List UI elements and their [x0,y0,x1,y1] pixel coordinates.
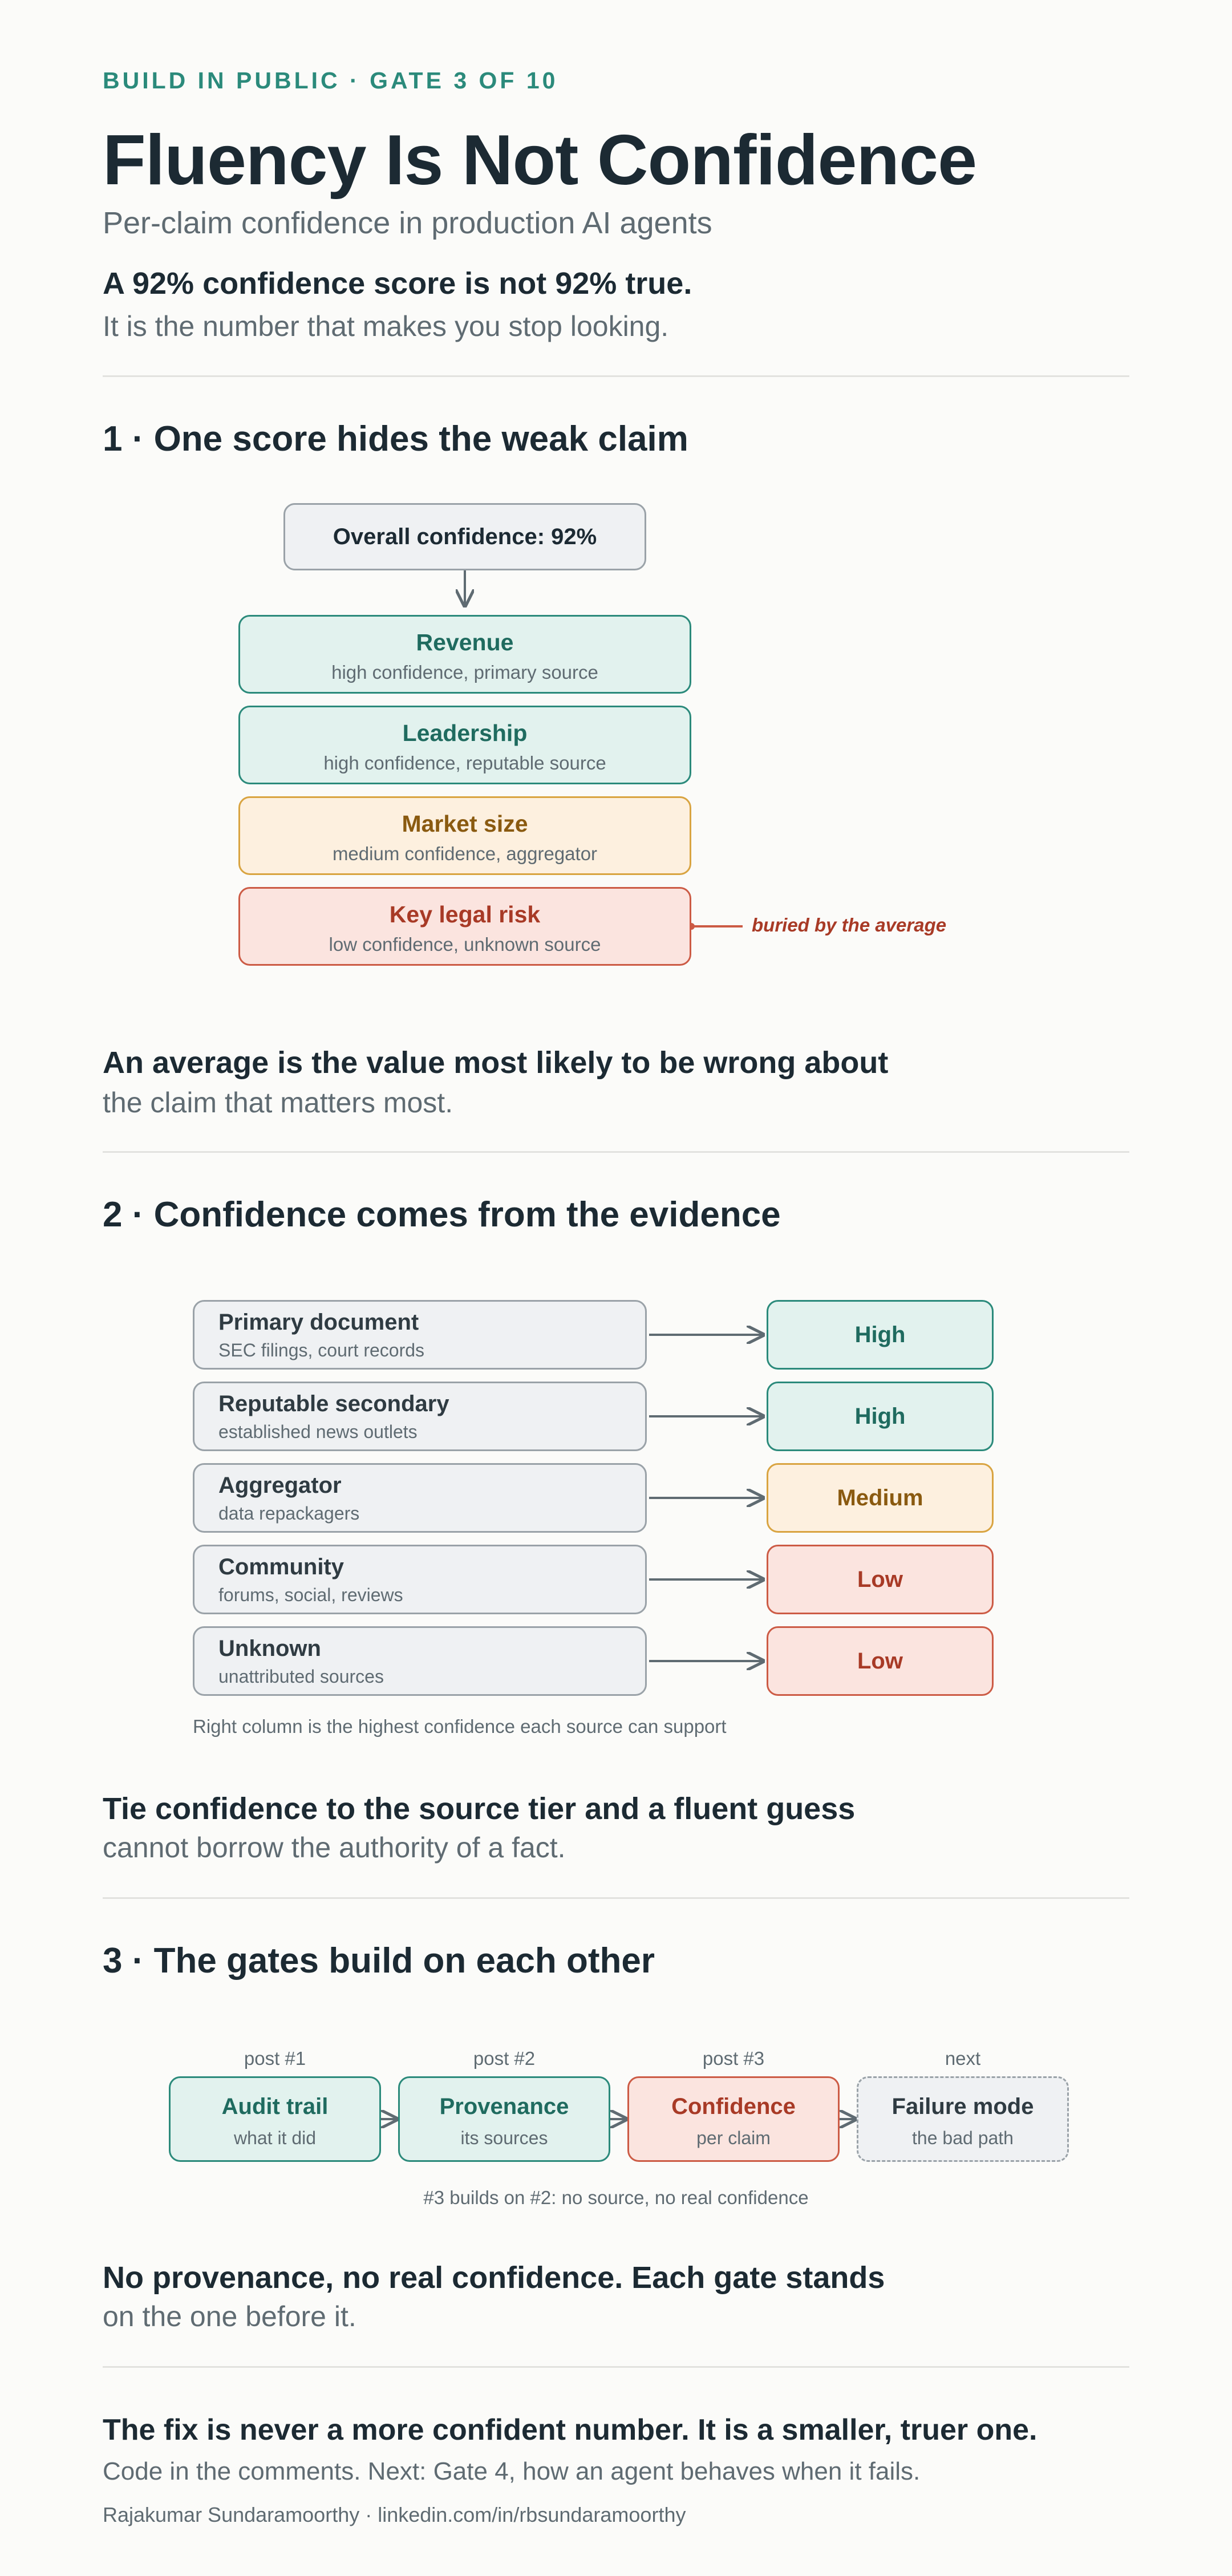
claim-title: Key legal risk [389,901,541,927]
footer-text: Code in the comments. Next: Gate 4, how an agent behaves when it fails. [103,2457,921,2485]
gate-box [398,2076,610,2162]
claim-box [238,706,691,784]
gate-label: post #2 [473,2048,536,2069]
gate-label: next [945,2048,981,2069]
section2-takeaway-bold: Tie confidence to the source tier and a fluent guess [103,1792,856,1826]
source-title: Unknown [218,1636,321,1661]
claim-box [238,796,691,875]
claim-sub: high confidence, primary source [331,662,598,683]
source-title: Reputable secondary [218,1391,449,1416]
gate-sub: per claim [696,2128,771,2148]
gate-sub: what it did [233,2128,317,2148]
lead-text: It is the number that makes you stop looking. [103,310,669,342]
eyebrow: BUILD IN PUBLIC · GATE 3 OF 10 [103,67,558,94]
source-box [193,1300,647,1370]
source-sub: data repackagers [218,1503,360,1524]
section1-takeaway-text: the claim that matters most. [103,1087,453,1119]
section3-heading: 3 · The gates build on each other [103,1941,655,1980]
source-title: Primary document [218,1310,419,1335]
confidence-level-box: Medium [767,1463,994,1533]
source-box [193,1382,647,1451]
gate-box-current [627,2076,840,2162]
claim-box [238,615,691,694]
source-title: Aggregator [218,1473,342,1498]
confidence-level-box: Low [767,1626,994,1696]
source-sub: forums, social, reviews [218,1585,403,1605]
section1-heading: 1 · One score hides the weak claim [103,419,688,459]
claim-title: Market size [402,811,528,837]
gate-label: post #3 [702,2048,765,2069]
section3-takeaway-bold: No provenance, no real confidence. Each gate stands [103,2261,885,2295]
gate-label: post #1 [244,2048,306,2069]
section3-takeaway-text: on the one before it. [103,2300,356,2332]
section3-note: #3 builds on #2: no source, no real confidence [423,2187,809,2208]
confidence-level-box: High [767,1382,994,1451]
gate-sub: the bad path [912,2128,1014,2148]
claim-title: Revenue [416,629,514,655]
section2-note: Right column is the highest confidence each source can support [193,1716,727,1737]
page-subtitle: Per-claim confidence in production AI agents [103,206,712,240]
lead-bold: A 92% confidence score is not 92% true. [103,266,692,301]
gate-title: Failure mode [891,2094,1034,2119]
footer-bold: The fix is never a more confident number. It is a smaller, truer one. [103,2413,1038,2447]
gate-box [169,2076,381,2162]
author-credit: Rajakumar Sundaramoorthy · linkedin.com/in/rbsundaramoorthy [103,2503,686,2526]
gate-box-next [857,2076,1069,2162]
gate-title: Provenance [439,2094,569,2119]
source-sub: established news outlets [218,1421,418,1442]
source-box [193,1463,647,1533]
gate-sub: its sources [460,2128,548,2148]
gate-title: Audit trail [221,2094,329,2119]
claim-title: Leadership [402,720,528,746]
page-title: Fluency Is Not Confidence [103,121,977,200]
source-box [193,1545,647,1614]
claim-sub: medium confidence, aggregator [332,843,598,864]
overall-confidence-box: Overall confidence: 92% [283,503,646,570]
source-sub: unattributed sources [218,1666,384,1687]
claim-sub: low confidence, unknown source [329,934,601,955]
source-title: Community [218,1554,344,1579]
section2-takeaway-text: cannot borrow the authority of a fact. [103,1832,566,1864]
annotation-text: buried by the average [752,914,947,935]
source-box [193,1626,647,1696]
claim-sub: high confidence, reputable source [323,752,606,773]
source-sub: SEC filings, court records [218,1340,425,1360]
divider [103,1897,1129,1899]
divider [103,2366,1129,2368]
gate-title: Confidence [671,2094,796,2119]
divider [103,1151,1129,1153]
section1-takeaway-bold: An average is the value most likely to be wrong about [103,1046,889,1080]
section2-heading: 2 · Confidence comes from the evidence [103,1195,781,1234]
confidence-level-box: Low [767,1545,994,1614]
confidence-level-box: High [767,1300,994,1370]
claim-box-weak [238,887,691,966]
